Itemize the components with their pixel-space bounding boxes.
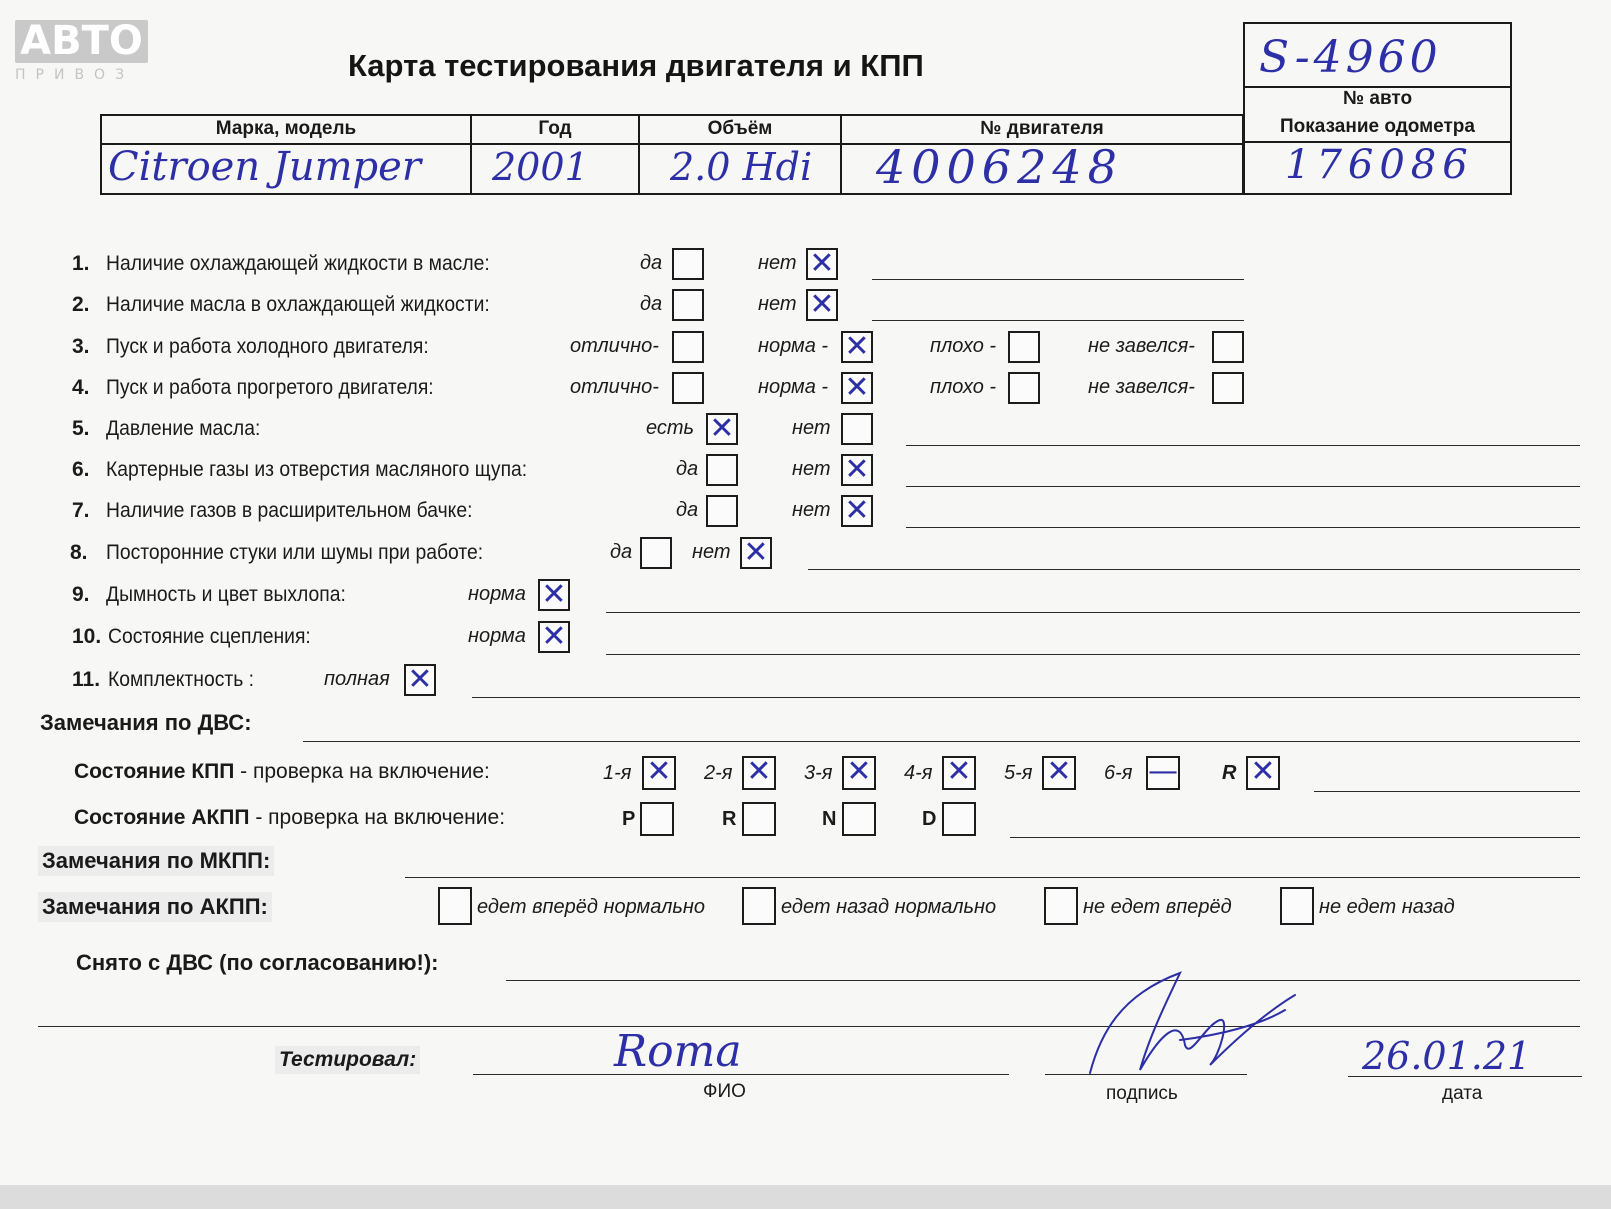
q10-comment-line — [606, 654, 1580, 655]
kpp-label-rest: - проверка на включение: — [234, 760, 490, 783]
tester-name-caption: ФИО — [703, 1081, 746, 1102]
q7-opt-no-label: нет — [792, 499, 831, 521]
akpp-p-label: P — [622, 808, 636, 830]
header-col-model — [102, 116, 472, 193]
gear-2-label: 2-я — [704, 762, 733, 784]
q4-opt-excellent-label: отлично- — [570, 376, 659, 398]
q3-bad-checkbox[interactable] — [1008, 331, 1040, 363]
akpp-n-checkbox[interactable] — [842, 802, 876, 836]
q4-number: 4. — [72, 376, 90, 399]
q6-comment-line — [906, 486, 1580, 487]
q3-number: 3. — [72, 335, 90, 358]
remarks-mkpp-label: Замечания по МКПП: — [38, 846, 274, 876]
separator-line — [38, 1026, 1580, 1027]
q7-number: 7. — [72, 499, 90, 522]
q9-opt-normal-label: норма — [468, 583, 526, 605]
q10-opt-normal-label: норма — [468, 625, 526, 647]
q4-text: Пуск и работа прогретого двигателя: — [106, 376, 434, 399]
q10-number: 10. — [72, 625, 102, 648]
gear-6-checkbox[interactable]: — — [1148, 754, 1178, 789]
q11-number: 11. — [72, 668, 101, 691]
akpp-r-checkbox[interactable] — [742, 802, 776, 836]
q2-text: Наличие масла в охлаждающей жидкости: — [106, 293, 490, 316]
q8-opt-yes-label: да — [610, 541, 633, 563]
gear-2-checkbox[interactable]: ✕ — [742, 756, 776, 790]
avto-privoz-logo: АВТО — [15, 20, 148, 63]
q4-excellent-checkbox[interactable] — [672, 372, 704, 404]
header-value-model: Citroen Jumper — [108, 144, 421, 190]
q3-normal-checkbox[interactable]: ✕ — [841, 331, 873, 363]
vehicle-header-table — [100, 114, 1244, 195]
header-col-year — [472, 116, 640, 193]
q9-number: 9. — [72, 583, 90, 606]
q8-comment-line — [808, 569, 1580, 570]
q7-text: Наличие газов в расширительном бачке: — [106, 499, 473, 522]
q3-opt-not-started-label: не завелся- — [1088, 335, 1195, 357]
q6-number: 6. — [72, 458, 90, 481]
q11-comment-line — [472, 697, 1580, 698]
q8-number: 8. — [70, 541, 88, 564]
q8-yes-checkbox[interactable] — [640, 537, 672, 569]
kpp-comment-line — [1314, 791, 1580, 792]
q7-no-checkbox[interactable]: ✕ — [841, 495, 873, 527]
remarks-dvs-label: Замечания по ДВС: — [40, 710, 252, 735]
gear-r-label: R — [1222, 762, 1237, 784]
signature-image — [1070, 965, 1300, 1085]
kpp-label — [74, 760, 490, 784]
remarks-akpp-label: Замечания по АКПП: — [38, 892, 272, 922]
q5-yes-checkbox[interactable]: ✕ — [706, 413, 738, 445]
akpp-label-rest: - проверка на включение: — [249, 806, 506, 829]
q3-opt-excellent-label: отлично- — [570, 335, 659, 357]
gear-5-checkbox[interactable]: ✕ — [1042, 756, 1076, 790]
date-caption: дата — [1442, 1083, 1483, 1104]
removed-line — [506, 980, 1580, 981]
akpp-backward-ok-label: едет назад нормально — [781, 896, 997, 918]
kpp-label-bold: Состояние КПП — [74, 760, 235, 783]
header-value-year: 2001 — [492, 145, 589, 189]
header-label-year: Год — [538, 118, 572, 139]
header-label-model: Марка, модель — [215, 118, 357, 139]
gear-4-label: 4-я — [904, 762, 933, 784]
q8-no-checkbox[interactable]: ✕ — [740, 537, 772, 569]
q9-normal-checkbox[interactable]: ✕ — [538, 579, 570, 611]
date-line — [1348, 1076, 1582, 1077]
akpp-no-backward-checkbox[interactable] — [1280, 887, 1314, 925]
auto-number-value: S-4960 — [1259, 32, 1442, 83]
test-date: 26.01.21 — [1362, 1034, 1532, 1078]
gear-6-label: 6-я — [1104, 762, 1133, 784]
q1-number: 1. — [72, 252, 90, 275]
q1-text: Наличие охлаждающей жидкости в масле: — [106, 252, 490, 275]
gear-4-checkbox[interactable]: ✕ — [942, 756, 976, 790]
akpp-no-forward-label: не едет вперёд — [1083, 896, 1232, 918]
akpp-forward-ok-label: едет вперёд нормально — [477, 896, 706, 918]
q4-not-started-checkbox[interactable] — [1212, 372, 1244, 404]
q8-opt-no-label: нет — [692, 541, 731, 563]
q2-opt-no-label: нет — [758, 293, 797, 315]
q5-number: 5. — [72, 417, 90, 440]
q1-opt-no-label: нет — [758, 252, 797, 274]
header-col-odometer — [1243, 114, 1512, 195]
akpp-n-label: N — [822, 808, 837, 830]
auto-number-label: № авто — [1342, 88, 1413, 109]
akpp-no-forward-checkbox[interactable] — [1044, 887, 1078, 925]
header-col-volume — [640, 116, 842, 193]
q4-bad-checkbox[interactable] — [1008, 372, 1040, 404]
q5-comment-line — [906, 445, 1580, 446]
q2-comment-line — [872, 320, 1244, 321]
q2-number: 2. — [72, 293, 90, 316]
q3-opt-bad-label: плохо - — [930, 335, 997, 357]
header-label-engine-number: № двигателя — [980, 118, 1104, 139]
q10-normal-checkbox[interactable]: ✕ — [538, 621, 570, 653]
q2-opt-yes-label: да — [640, 293, 663, 315]
tester-name: Roma — [614, 1026, 742, 1077]
q11-text: Комплектность : — [108, 668, 255, 691]
q2-no-checkbox[interactable]: ✕ — [806, 289, 838, 321]
q5-text: Давление масла: — [106, 417, 261, 440]
q3-opt-normal-label: норма - — [758, 335, 829, 357]
q3-excellent-checkbox[interactable] — [672, 331, 704, 363]
q11-opt-full-label: полная — [324, 668, 390, 690]
header-value-engine-number: 4006248 — [876, 140, 1123, 194]
akpp-label — [74, 806, 505, 830]
q2-yes-checkbox[interactable] — [672, 289, 704, 321]
q9-text: Дымность и цвет выхлопа: — [106, 583, 346, 606]
q5-no-checkbox[interactable] — [841, 413, 873, 445]
q6-text: Картерные газы из отверстия масляного щупа: — [106, 458, 528, 481]
akpp-comment-line — [1010, 837, 1580, 838]
gear-r-checkbox[interactable]: ✕ — [1246, 756, 1280, 790]
gear-1-label: 1-я — [603, 762, 632, 784]
remarks-dvs-line — [303, 741, 1580, 742]
tester-name-line — [473, 1074, 1009, 1075]
gear-3-label: 3-я — [804, 762, 833, 784]
q1-comment-line — [872, 279, 1244, 280]
akpp-label-bold: Состояние АКПП — [74, 806, 250, 829]
remarks-mkpp-line — [405, 877, 1580, 878]
header-label-volume: Объём — [707, 118, 773, 139]
q10-text: Состояние сцепления: — [108, 625, 311, 648]
akpp-no-backward-label: не едет назад — [1319, 896, 1455, 918]
q7-opt-yes-label: да — [676, 499, 699, 521]
tested-by-label: Тестировал: — [275, 1046, 420, 1074]
akpp-d-label: D — [922, 808, 937, 830]
header-label-odometer: Показание одометра — [1280, 116, 1475, 137]
q9-comment-line — [606, 612, 1580, 613]
gear-5-label: 5-я — [1004, 762, 1033, 784]
q11-full-checkbox[interactable]: ✕ — [404, 664, 436, 696]
removed-label: Снято с ДВС (по согласованию!): — [76, 950, 439, 975]
q6-opt-no-label: нет — [792, 458, 831, 480]
akpp-backward-ok-checkbox[interactable] — [742, 887, 776, 925]
logo-subtitle: ПРИВОЗ — [15, 67, 135, 83]
q4-normal-checkbox[interactable]: ✕ — [841, 372, 873, 404]
q4-opt-bad-label: плохо - — [930, 376, 997, 398]
q3-not-started-checkbox[interactable] — [1212, 331, 1244, 363]
gear-3-checkbox[interactable]: ✕ — [842, 756, 876, 790]
q7-yes-checkbox[interactable] — [706, 495, 738, 527]
akpp-r-label: R — [722, 808, 737, 830]
gear-1-checkbox[interactable]: ✕ — [642, 756, 676, 790]
q7-comment-line — [906, 527, 1580, 528]
q6-opt-yes-label: да — [676, 458, 699, 480]
q3-text: Пуск и работа холодного двигателя: — [106, 335, 429, 358]
q6-yes-checkbox[interactable] — [706, 454, 738, 486]
akpp-forward-ok-checkbox[interactable] — [438, 887, 472, 925]
akpp-d-checkbox[interactable] — [942, 802, 976, 836]
q1-yes-checkbox[interactable] — [672, 248, 704, 280]
q4-opt-not-started-label: не завелся- — [1088, 376, 1195, 398]
q1-no-checkbox[interactable]: ✕ — [806, 248, 838, 280]
akpp-p-checkbox[interactable] — [640, 802, 674, 836]
q1-opt-yes-label: да — [640, 252, 663, 274]
header-value-volume: 2.0 Hdi — [670, 145, 813, 189]
q5-opt-yes-label: есть — [646, 417, 695, 439]
signature-caption: подпись — [1106, 1083, 1178, 1104]
q8-text: Посторонние стуки или шумы при работе: — [106, 541, 484, 564]
q5-opt-no-label: нет — [792, 417, 831, 439]
page-title: Карта тестирования двигателя и КПП — [348, 48, 924, 83]
header-value-odometer: 176086 — [1285, 142, 1474, 188]
signature-line — [1045, 1074, 1247, 1075]
q4-opt-normal-label: норма - — [758, 376, 829, 398]
header-col-engine-number — [842, 116, 1242, 193]
q6-no-checkbox[interactable]: ✕ — [841, 454, 873, 486]
